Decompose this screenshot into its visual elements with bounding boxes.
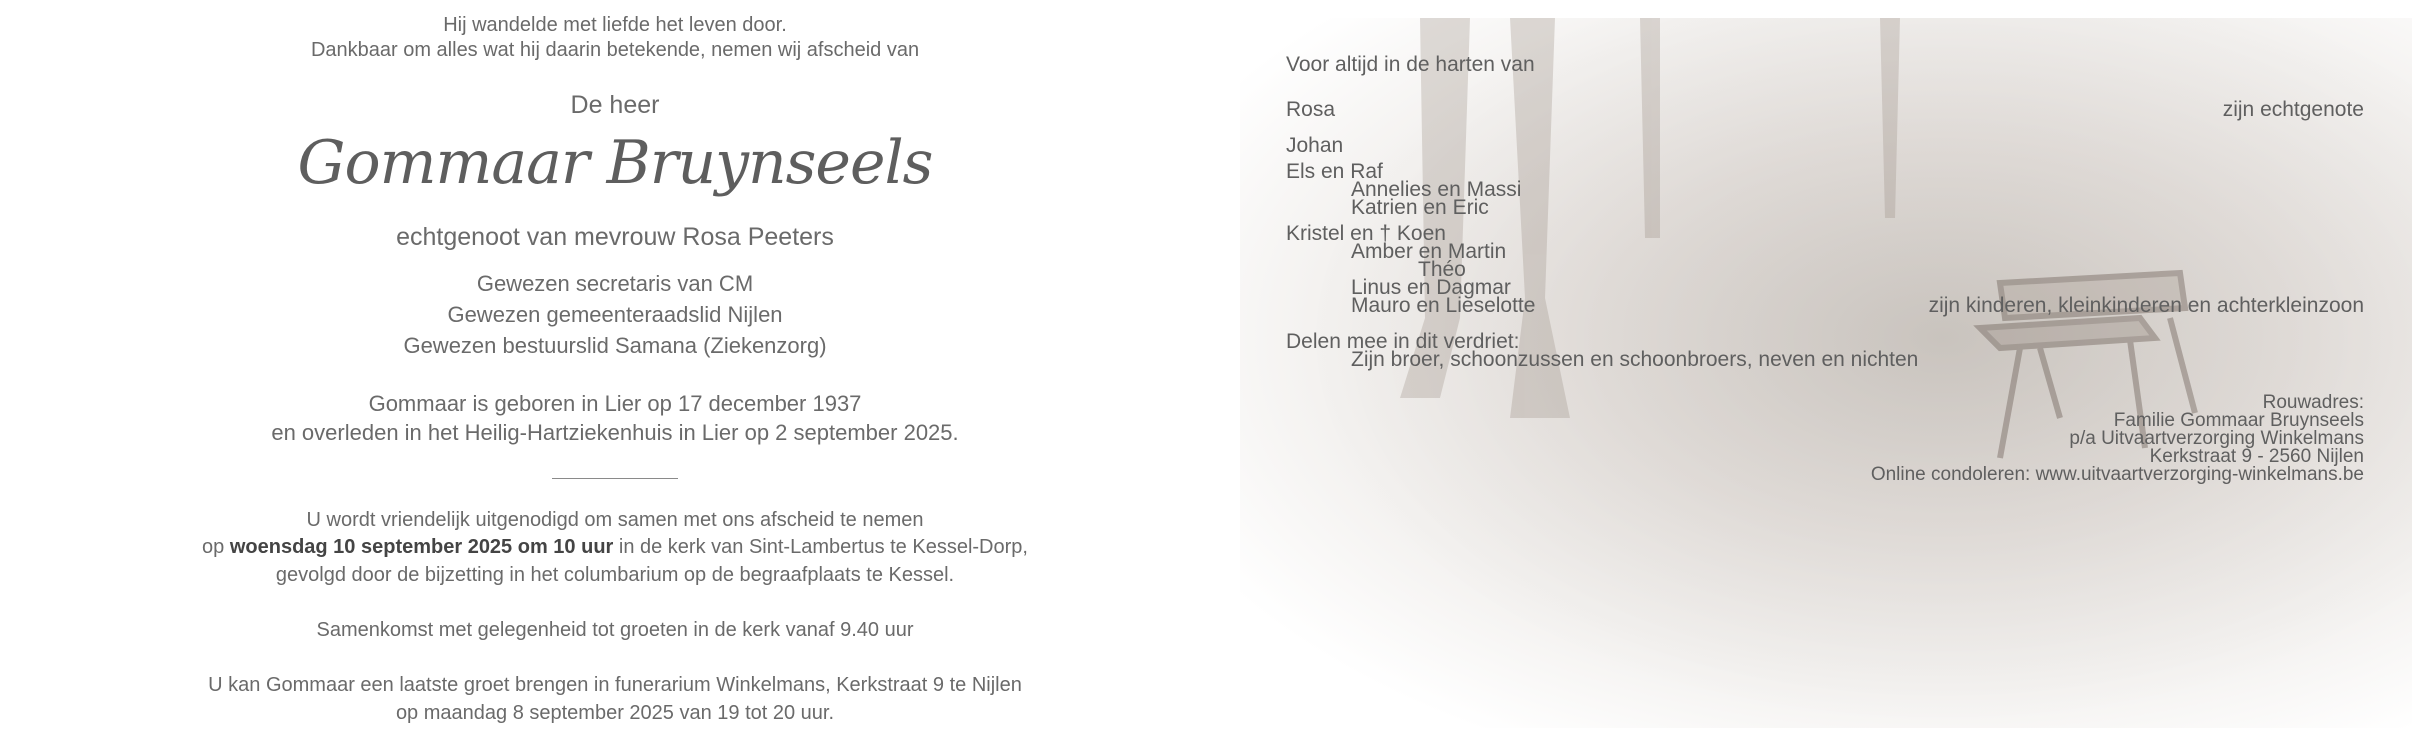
role-line-1: Gewezen secretaris van CM <box>476 271 754 296</box>
death-line: en overleden in het Heilig-Hartziekenhuis in Lier op 2 september 2025. <box>271 420 959 445</box>
grandchild-katrien: Katrien en Eric <box>1351 196 1489 219</box>
children-role: zijn kinderen, kleinkinderen en achterkleinzoon <box>1928 294 2364 317</box>
intro-line-1: Hij wandelde met liefde het leven door. <box>443 14 787 36</box>
visit-line-1: U kan Gommaar een laatste groet brengen in funerarium Winkelmans, Kerkstraat 9 te Nijlen <box>208 674 1022 696</box>
intro-line-2: Dankbaar om alles wat hij daarin betekende, nemen wij afscheid van <box>310 39 920 61</box>
family-heading: Voor altijd in de harten van <box>1286 53 1535 76</box>
invite-line-3: gevolgd door de bijzetting in het columbarium op de begraafplaats te Kessel. <box>275 564 955 586</box>
address-title: Rouwadres: <box>2262 392 2364 413</box>
wife-name: Rosa <box>1286 98 1336 121</box>
deceased-name: Gommaar Bruynseels <box>297 128 933 198</box>
invite-line-2 <box>0 536 1230 559</box>
share-names: Zijn broer, schoonzussen en schoonbroers, neven en nichten <box>1351 348 1919 371</box>
gathering-line: Samenkomst met gelegenheid tot groeten in de kerk vanaf 9.40 uur <box>316 619 914 641</box>
child-johan: Johan <box>1286 134 1344 157</box>
visit-line-2: op maandag 8 september 2025 van 19 tot 20 uur. <box>395 702 835 724</box>
child-kristel: Kristel en † Koen <box>1286 222 1446 245</box>
invite-line-1: U wordt vriendelijk uitgenodigd om samen met ons afscheid te nemen <box>306 509 924 531</box>
grandchild-mauro: Mauro en Lieselotte <box>1351 294 1536 317</box>
grandchild-amber: Amber en Martin <box>1351 240 1507 263</box>
address-street: Kerkstraat 9 - 2560 Nijlen <box>2149 446 2364 467</box>
address-family: Familie Gommaar Bruynseels <box>2113 410 2364 431</box>
grandchild-linus: Linus en Dagmar <box>1351 276 1511 299</box>
address-care: p/a Uitvaartverzorging Winkelmans <box>2069 428 2364 449</box>
invite-prefix: op <box>202 536 230 558</box>
spouse-line: echtgenoot van mevrouw Rosa Peeters <box>396 223 834 251</box>
service-date: woensdag 10 september 2025 om 10 uur <box>229 536 614 558</box>
family-panel <box>1240 18 2412 728</box>
great-grandchild-theo: Théo <box>1418 258 1466 281</box>
invite-suffix: in de kerk van Sint-Lambertus te Kessel-Dorp, <box>613 536 1028 558</box>
wife-role: zijn echtgenote <box>2222 98 2364 121</box>
share-heading: Delen mee in dit verdriet: <box>1286 330 1520 353</box>
child-els: Els en Raf <box>1286 160 1383 183</box>
bench-trees-illustration <box>1240 18 2412 728</box>
role-line-2: Gewezen gemeenteraadslid Nijlen <box>447 302 783 327</box>
grandchild-annelies: Annelies en Massi <box>1351 178 1522 201</box>
salutation: De heer <box>570 91 660 119</box>
online-condolences: Online condoleren: www.uitvaartverzorging-winkelmans.be <box>1870 464 2364 485</box>
divider <box>552 478 678 479</box>
birth-line: Gommaar is geboren in Lier op 17 december 1937 <box>368 391 862 416</box>
role-line-3: Gewezen bestuurslid Samana (Ziekenzorg) <box>403 333 827 358</box>
